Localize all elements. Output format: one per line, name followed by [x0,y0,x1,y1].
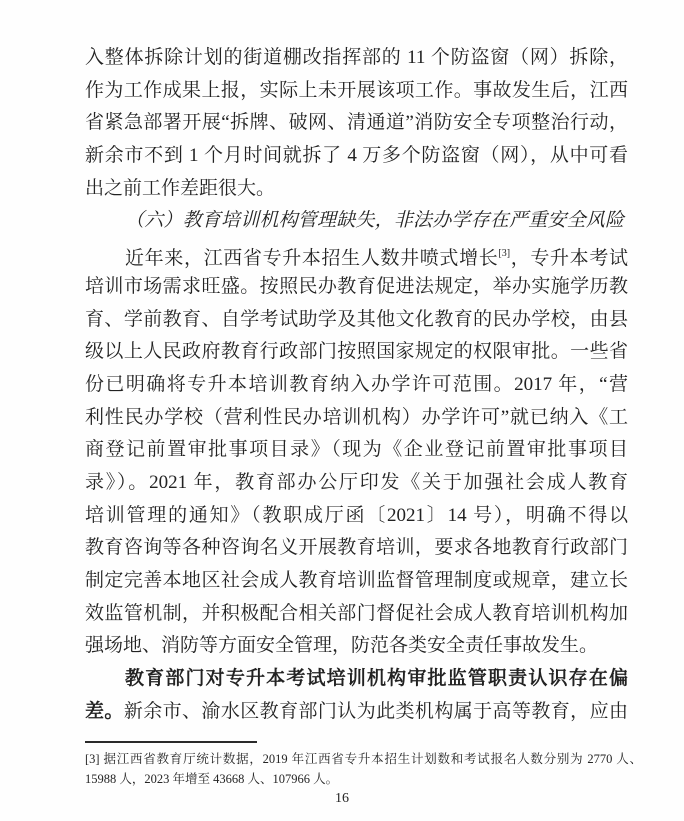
text-segment: 制定完善本地区社会成人教育培训监督管理制度或规章，建立长 [85,570,628,591]
footnote-text: [3] 据江西省教育厅统计数据，2019 年江西省专升本招生计划数和考试报名人数分别为 2770 人、15988 人，2023 年增至 43668 人、107966 人。 [85,752,642,786]
text-line [85,173,628,206]
text-line [85,42,628,75]
text-segment: 份已明确将专升本培训教育纳入办学许可范围。2017 年，“营 [85,373,628,395]
text-segment: （六）教育培训机构管理缺失，非法办学存在严重安全风险 [125,210,625,232]
text-line [85,663,628,696]
text-line [85,532,628,565]
text-line [85,369,628,402]
text-segment: 入整体拆除计划的街道棚改指挥部的 11 个防盗窗（网）拆除， [85,47,628,68]
text-line [85,598,628,631]
text-line [85,271,628,304]
text-segment: 强场地、消防等方面安全管理，防范各类安全责任事故发生。 [85,635,599,657]
text-segment: 作为工作成果上报，实际上未开展该项工作。事故发生后，江西 [85,79,628,101]
text-segment: 省紧急部署开展“拆牌、破网、清通道”消防安全专项整治行动， [85,112,628,134]
text-line [85,696,628,729]
text-segment: 教育咨询等各种咨询名义开展教育培训，要求各地教育行政部门 [85,537,628,559]
text-segment: 出之前工作差距很大。 [85,177,276,199]
text-segment: 新余市、渝水区教育部门认为此类机构属于高等教育，应由 [123,700,628,722]
text-line [85,107,628,140]
page-number: 16 [335,791,349,806]
text-line [85,434,628,467]
text-segment: 新余市不到 1 个月时间就拆了 4 万多个防盗窗（网），从中可看 [85,145,628,167]
text-segment: 录》）。2021 年，教育部办公厅印发《关于加强社会成人教育 [85,471,628,493]
text-line [85,75,628,108]
text-segment: 培训市场需求旺盛。按照民办教育促进法规定，举办实施学历教 [85,275,628,297]
document-body [85,42,628,728]
text-line [85,205,628,238]
text-segment: 育、学前教育、自学考试助学及其他文化教育的民办学校，由县 [85,308,628,330]
footnote-reference-marker: [3] [498,248,511,260]
text-line [85,402,628,435]
text-segment: 级以上人民政府教育行政部门按照国家规定的权限审批。一些省 [85,341,628,363]
footnote-separator [85,741,257,743]
text-line [85,467,628,500]
text-segment: 商登记前置审批事项目录》（现为《企业登记前置审批事项目 [85,439,628,461]
text-segment: 利性民办学校（营利性民办培训机构）办学许可”就已纳入《工 [85,406,628,428]
text-line [85,565,628,598]
text-line [85,630,628,663]
text-line [85,336,628,369]
text-segment: ，专升本考试 [510,248,628,270]
text-segment: 效监管机制，并积极配合相关部门督促社会成人教育培训机构加 [85,602,628,624]
text-segment: 培训管理的通知》（教职成厅函〔2021〕14 号），明确不得以 [85,504,628,526]
text-segment: 教育部门对专升本考试培训机构审批监管职责认识存在偏 [125,668,628,690]
text-line [85,238,628,271]
text-line [85,500,628,533]
text-line [85,140,628,173]
text-segment: 近年来，江西省专升本招生人数井喷式增长 [125,248,499,270]
text-line [85,304,628,337]
text-segment: 差。 [85,700,124,722]
